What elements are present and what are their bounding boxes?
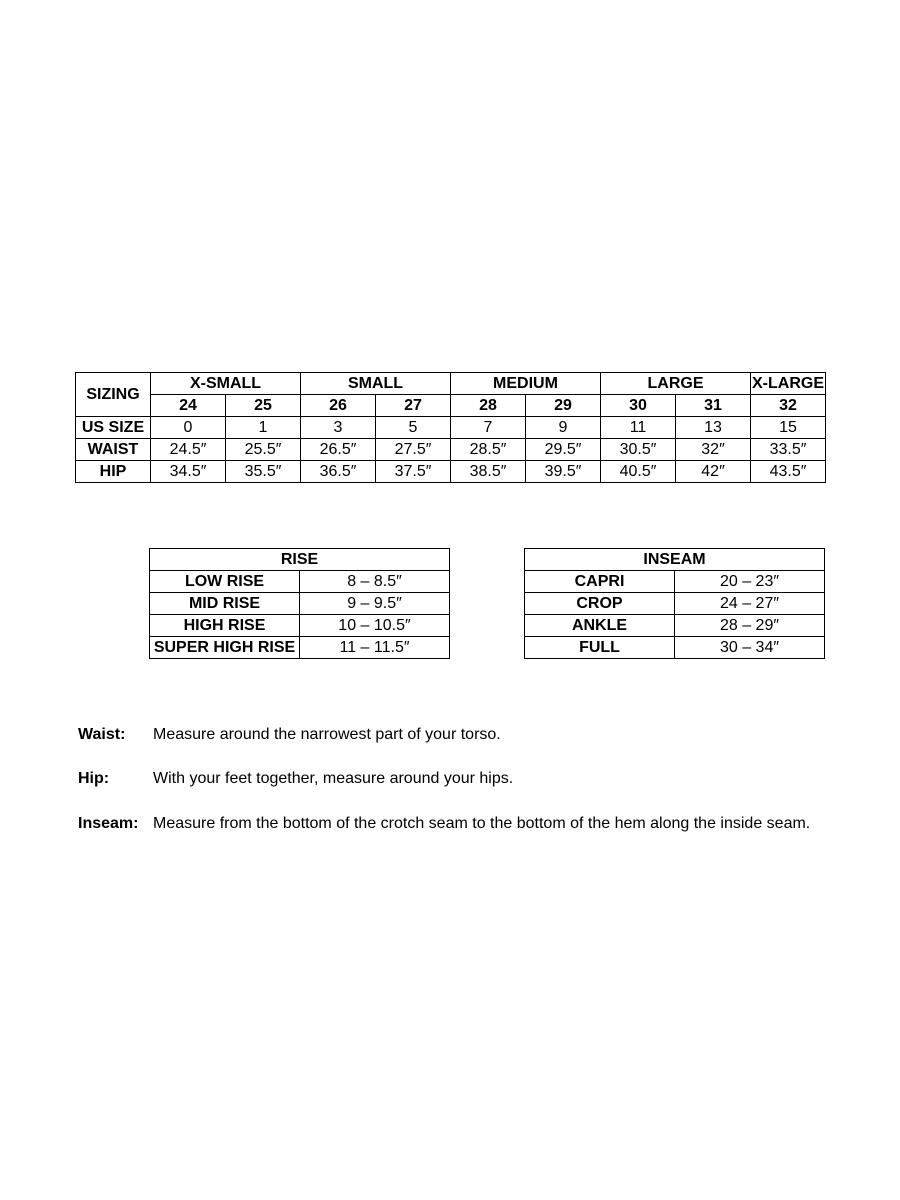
table-row bbox=[525, 571, 825, 593]
rise-title: RISE bbox=[150, 549, 450, 571]
group-header: MEDIUM bbox=[451, 373, 601, 395]
size-number: 30 bbox=[601, 395, 676, 417]
sizing-header: SIZING bbox=[76, 373, 151, 417]
inseam-title: INSEAM bbox=[525, 549, 825, 571]
note-text: With your feet together, measure around your hips. bbox=[153, 770, 514, 787]
table-row bbox=[150, 571, 450, 593]
table-header-row bbox=[150, 549, 450, 571]
hip-row bbox=[76, 461, 826, 483]
rise-value: 9 – 9.5″ bbox=[300, 593, 450, 615]
table-row bbox=[525, 637, 825, 659]
size-number: 31 bbox=[676, 395, 751, 417]
size-number-row bbox=[76, 395, 826, 417]
table-cell: 26.5″ bbox=[301, 439, 376, 461]
note-term: Waist: bbox=[78, 726, 126, 743]
table-cell: 29.5″ bbox=[526, 439, 601, 461]
table-cell: 24.5″ bbox=[151, 439, 226, 461]
note-term: Inseam: bbox=[78, 815, 139, 832]
inseam-value: 30 – 34″ bbox=[675, 637, 825, 659]
table-cell: 5 bbox=[376, 417, 451, 439]
size-number: 32 bbox=[751, 395, 826, 417]
waist-note bbox=[78, 725, 501, 745]
table-cell: 1 bbox=[226, 417, 301, 439]
size-number: 24 bbox=[151, 395, 226, 417]
rise-label: HIGH RISE bbox=[150, 615, 300, 637]
table-cell: 38.5″ bbox=[451, 461, 526, 483]
table-cell: 43.5″ bbox=[751, 461, 826, 483]
rise-chart-table bbox=[149, 548, 450, 659]
inseam-note bbox=[78, 814, 810, 834]
note-text: Measure around the narrowest part of your torso. bbox=[153, 726, 501, 743]
size-number: 28 bbox=[451, 395, 526, 417]
size-number: 29 bbox=[526, 395, 601, 417]
inseam-value: 20 – 23″ bbox=[675, 571, 825, 593]
size-group-row bbox=[76, 373, 826, 395]
size-number: 26 bbox=[301, 395, 376, 417]
table-cell: 30.5″ bbox=[601, 439, 676, 461]
rise-value: 8 – 8.5″ bbox=[300, 571, 450, 593]
inseam-label: CROP bbox=[525, 593, 675, 615]
note-term: Hip: bbox=[78, 770, 110, 787]
row-label: WAIST bbox=[76, 439, 151, 461]
rise-label: LOW RISE bbox=[150, 571, 300, 593]
table-cell: 34.5″ bbox=[151, 461, 226, 483]
size-number: 25 bbox=[226, 395, 301, 417]
table-cell: 37.5″ bbox=[376, 461, 451, 483]
rise-label: MID RISE bbox=[150, 593, 300, 615]
inseam-value: 24 – 27″ bbox=[675, 593, 825, 615]
table-cell: 33.5″ bbox=[751, 439, 826, 461]
group-header: X-SMALL bbox=[151, 373, 301, 395]
waist-row bbox=[76, 439, 826, 461]
table-cell: 27.5″ bbox=[376, 439, 451, 461]
table-cell: 11 bbox=[601, 417, 676, 439]
row-label: US SIZE bbox=[76, 417, 151, 439]
table-cell: 36.5″ bbox=[301, 461, 376, 483]
size-number: 27 bbox=[376, 395, 451, 417]
table-cell: 0 bbox=[151, 417, 226, 439]
table-cell: 42″ bbox=[676, 461, 751, 483]
group-header: LARGE bbox=[601, 373, 751, 395]
rise-label: SUPER HIGH RISE bbox=[150, 637, 300, 659]
table-cell: 35.5″ bbox=[226, 461, 301, 483]
inseam-value: 28 – 29″ bbox=[675, 615, 825, 637]
size-chart-table bbox=[75, 372, 826, 483]
note-text: Measure from the bottom of the crotch seam to the bottom of the hem along the inside seam. bbox=[153, 815, 811, 832]
hip-note bbox=[78, 769, 513, 789]
table-cell: 9 bbox=[526, 417, 601, 439]
table-cell: 13 bbox=[676, 417, 751, 439]
inseam-label: ANKLE bbox=[525, 615, 675, 637]
inseam-label: CAPRI bbox=[525, 571, 675, 593]
table-row bbox=[525, 615, 825, 637]
us-size-row bbox=[76, 417, 826, 439]
inseam-label: FULL bbox=[525, 637, 675, 659]
table-cell: 40.5″ bbox=[601, 461, 676, 483]
table-cell: 32″ bbox=[676, 439, 751, 461]
row-label: HIP bbox=[76, 461, 151, 483]
table-header-row bbox=[525, 549, 825, 571]
table-cell: 15 bbox=[751, 417, 826, 439]
rise-value: 10 – 10.5″ bbox=[300, 615, 450, 637]
table-row bbox=[150, 637, 450, 659]
table-cell: 3 bbox=[301, 417, 376, 439]
table-row bbox=[150, 615, 450, 637]
group-header: SMALL bbox=[301, 373, 451, 395]
rise-value: 11 – 11.5″ bbox=[300, 637, 450, 659]
inseam-chart-table bbox=[524, 548, 825, 659]
group-header: X-LARGE bbox=[751, 373, 826, 395]
table-cell: 25.5″ bbox=[226, 439, 301, 461]
table-cell: 28.5″ bbox=[451, 439, 526, 461]
table-cell: 7 bbox=[451, 417, 526, 439]
table-row bbox=[525, 593, 825, 615]
table-row bbox=[150, 593, 450, 615]
table-cell: 39.5″ bbox=[526, 461, 601, 483]
